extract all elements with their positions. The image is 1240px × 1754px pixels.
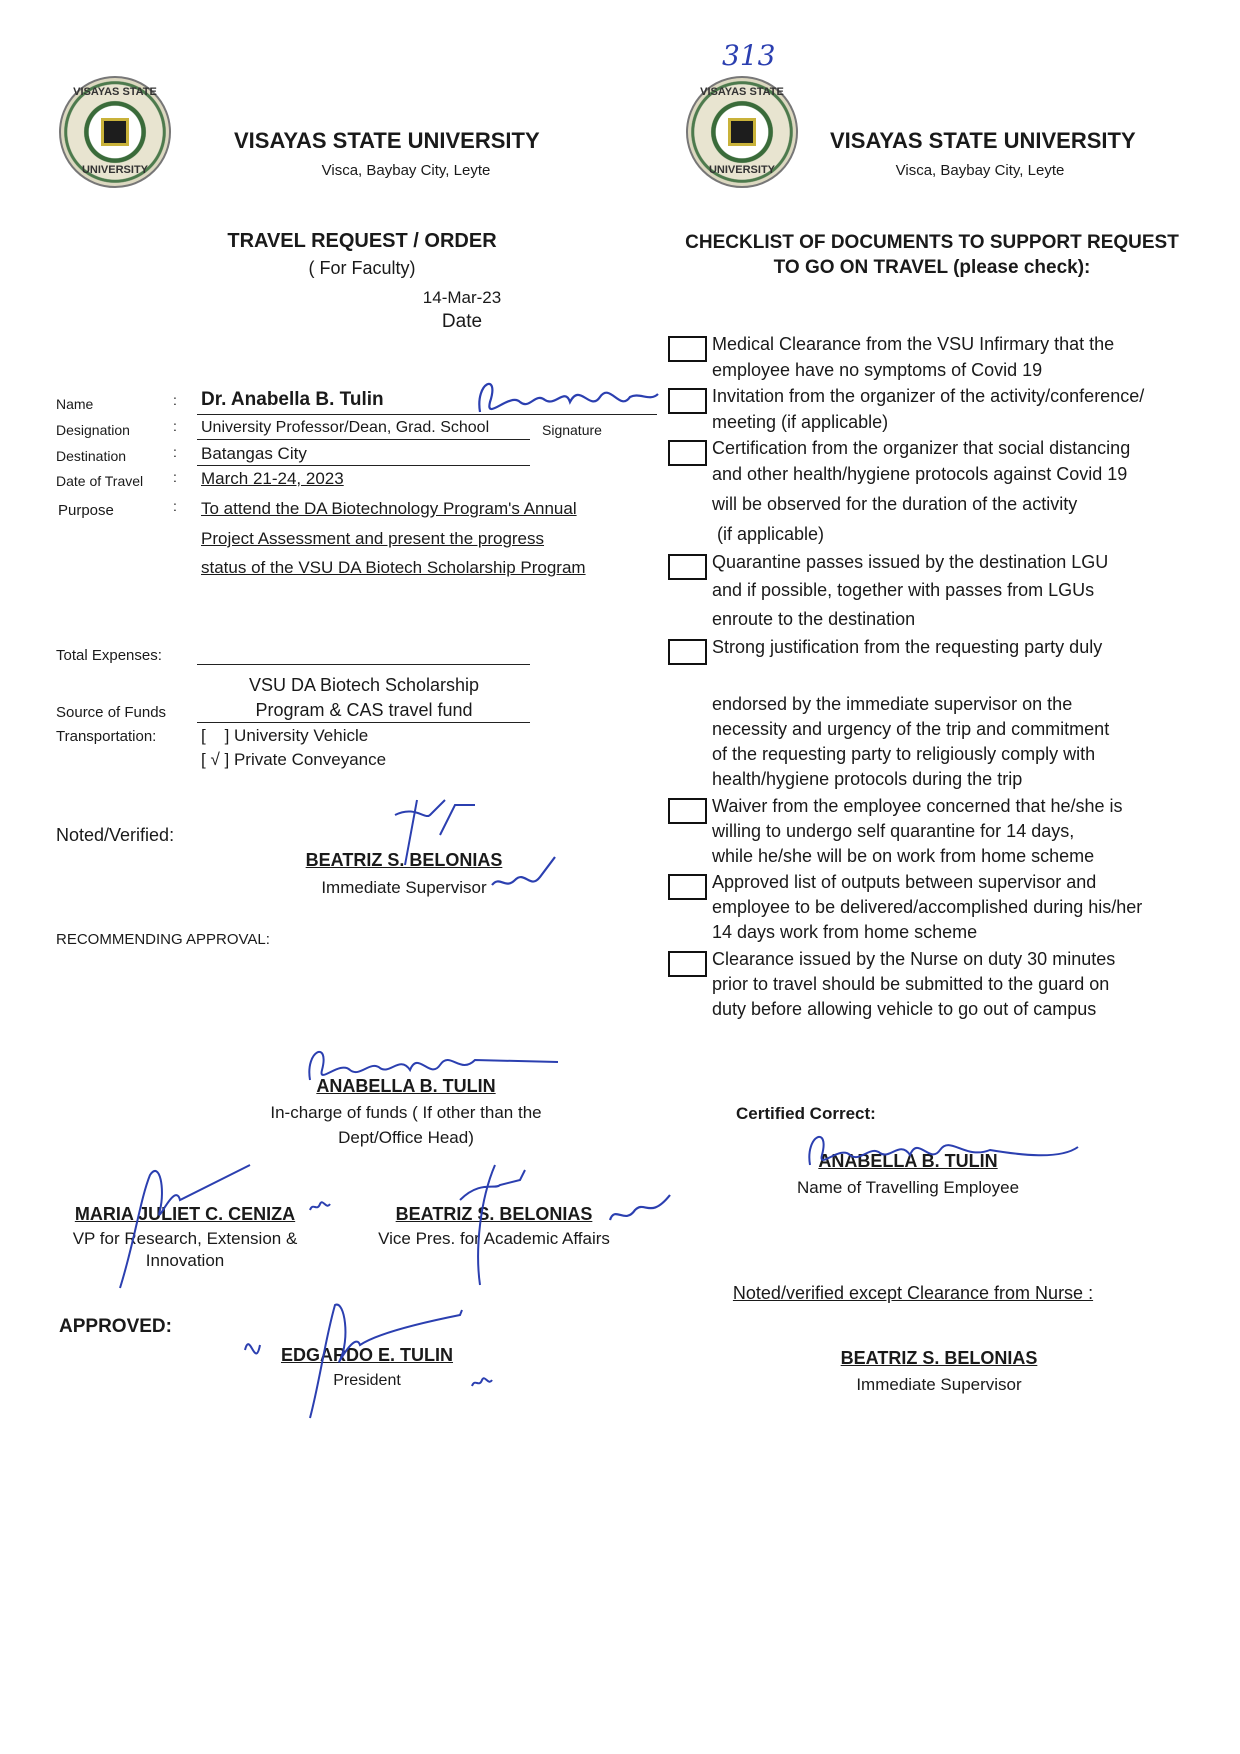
initials-supervisor: [490, 855, 560, 895]
travelling-employee-title: Name of Travelling Employee: [796, 1178, 1020, 1197]
checklist-checkbox[interactable]: [668, 639, 707, 665]
vp-research-name: MARIA JULIET C. CENIZA: [74, 1204, 296, 1224]
checklist-item-text: employee to be delivered/accomplished during his/her: [712, 897, 1143, 917]
recommending-approval-label: RECOMMENDING APPROVAL:: [56, 931, 270, 948]
purpose-line: Project Assessment and present the progress: [201, 529, 545, 548]
colon: :: [173, 444, 177, 460]
checklist-item-text: (if applicable): [712, 524, 825, 544]
name-value: Dr. Anabella B. Tulin: [201, 389, 384, 410]
checklist-item-text: endorsed by the immediate supervisor on the: [712, 694, 1073, 714]
university-name: VISAYAS STATE UNIVERSITY: [234, 128, 540, 153]
colon: :: [173, 418, 177, 434]
checklist-item-text: Strong justification from the requesting party duly: [712, 637, 1103, 657]
checklist-item-text: will be observed for the duration of the activity: [712, 494, 1078, 514]
checklist-checkbox[interactable]: [668, 798, 707, 824]
checklist-item-text: Clearance issued by the Nurse on duty 30 minutes: [712, 949, 1116, 969]
source-of-funds-value: Program & CAS travel fund: [255, 700, 473, 720]
president-title: President: [333, 1372, 401, 1389]
form-subtitle: ( For Faculty): [308, 258, 416, 278]
designation-label: Designation: [56, 422, 130, 438]
signature-president: [240, 1300, 480, 1420]
vp-academic-name: BEATRIZ S. BELONIAS: [395, 1204, 593, 1224]
seal-text: VISAYAS STATE: [73, 86, 157, 98]
certified-correct-label: Certified Correct:: [736, 1104, 876, 1123]
handwritten-number: 313: [722, 39, 776, 72]
seal-emblem: [101, 118, 129, 146]
noted-except-label: Noted/verified except Clearance from Nurse :: [732, 1283, 1094, 1303]
supervisor-title: Immediate Supervisor: [856, 1375, 1022, 1394]
source-of-funds-label: Source of Funds: [56, 704, 167, 721]
checklist-checkbox[interactable]: [668, 554, 707, 580]
total-expenses-label: Total Expenses:: [56, 647, 162, 664]
checklist-item-text: willing to undergo self quarantine for 14 days,: [712, 821, 1075, 841]
transportation-label: Transportation:: [56, 728, 157, 745]
checklist-title: TO GO ON TRAVEL (please check):: [773, 257, 1091, 278]
designation-value: University Professor/Dean, Grad. School: [201, 419, 490, 436]
checklist-checkbox[interactable]: [668, 388, 707, 414]
travelling-employee-name: ANABELLA B. TULIN: [818, 1151, 998, 1171]
university-seal-left: [59, 76, 171, 188]
checklist-item-text: duty before allowing vehicle to go out of campus: [712, 999, 1097, 1019]
vp-research-title: VP for Research, Extension &: [72, 1229, 298, 1248]
checklist-item-text: Invitation from the organizer of the activity/conference/: [712, 386, 1145, 406]
seal-text: VISAYAS STATE: [700, 86, 784, 98]
checklist-checkbox[interactable]: [668, 951, 707, 977]
university-seal-right: [686, 76, 798, 188]
university-address: Visca, Baybay City, Leyte: [321, 162, 491, 179]
supervisor-title: Immediate Supervisor: [321, 878, 487, 897]
checklist-item-text: enroute to the destination: [712, 609, 916, 629]
designation-underline: [197, 439, 530, 440]
purpose-line: status of the VSU DA Biotech Scholarship Program: [201, 558, 586, 577]
checklist-item-text: employee have no symptoms of Covid 19: [712, 360, 1043, 380]
checklist-item-text: of the requesting party to religiously comply with: [712, 744, 1096, 764]
checklist-item-text: necessity and urgency of the trip and commitment: [712, 719, 1110, 739]
date-of-travel-label: Date of Travel: [56, 473, 144, 489]
supervisor-name: BEATRIZ S. BELONIAS: [840, 1348, 1038, 1368]
approved-label: APPROVED:: [59, 1316, 172, 1337]
checklist-checkbox[interactable]: [668, 874, 707, 900]
checklist-item-text: while he/she will be on work from home scheme: [712, 846, 1095, 866]
signature-vp-academic: [440, 1160, 680, 1290]
checklist-checkbox[interactable]: [668, 440, 707, 466]
destination-label: Destination: [56, 448, 127, 464]
date-label: Date: [441, 311, 483, 332]
funds-incharge-title: In-charge of funds ( If other than the: [270, 1103, 542, 1122]
checklist-item-text: Quarantine passes issued by the destination LGU: [712, 552, 1109, 572]
seal-emblem: [728, 118, 756, 146]
checklist-item-text: Waiver from the employee concerned that he/she is: [712, 796, 1123, 816]
checklist-item-text: Approved list of outputs between supervisor and: [712, 872, 1097, 892]
seal-text: UNIVERSITY: [81, 164, 148, 176]
supervisor-name: BEATRIZ S. BELONIAS: [305, 850, 503, 870]
checklist-item-text: Certification from the organizer that social distancing: [712, 438, 1131, 458]
university-name: VISAYAS STATE UNIVERSITY: [830, 128, 1136, 153]
signature-vp-research: [105, 1160, 305, 1290]
total-expenses-underline: [197, 664, 530, 665]
vp-research-title: Innovation: [145, 1251, 225, 1270]
name-label: Name: [56, 396, 94, 412]
university-address: Visca, Baybay City, Leyte: [895, 162, 1065, 179]
signature-supervisor: [385, 795, 485, 865]
vp-academic-title: Vice Pres. for Academic Affairs: [378, 1229, 610, 1248]
form-date: 14-Mar-23: [422, 288, 502, 307]
funds-incharge-name: ANABELLA B. TULIN: [316, 1076, 496, 1096]
source-of-funds-value: VSU DA Biotech Scholarship: [248, 675, 480, 695]
checklist-title: CHECKLIST OF DOCUMENTS TO SUPPORT REQUEST: [685, 232, 1179, 253]
checklist-item-text: health/hygiene protocols during the trip: [712, 769, 1023, 789]
checklist-item-text: meeting (if applicable): [712, 412, 889, 432]
purpose-label: Purpose: [58, 502, 114, 519]
signature-applicant: [470, 372, 660, 432]
form-title: TRAVEL REQUEST / ORDER: [227, 230, 497, 252]
source-underline: [197, 722, 530, 723]
date-of-travel-value: March 21-24, 2023: [201, 469, 344, 488]
colon: :: [173, 498, 177, 514]
seal-text: UNIVERSITY: [708, 164, 775, 176]
colon: :: [173, 469, 177, 485]
signature-funds-incharge: [300, 1040, 560, 1090]
checklist-item-text: and if possible, together with passes from LGUs: [712, 580, 1095, 600]
noted-verified-label: Noted/Verified:: [56, 825, 175, 845]
destination-value: Batangas City: [201, 444, 307, 463]
checklist-item-text: prior to travel should be submitted to the guard on: [712, 974, 1110, 994]
transport-option-university-vehicle[interactable]: [ ] University Vehicle: [201, 726, 369, 745]
checklist-item-text: and other health/hygiene protocols against Covid 19: [712, 464, 1128, 484]
funds-incharge-title: Dept/Office Head): [338, 1128, 474, 1147]
president-name: EDGARDO E. TULIN: [280, 1345, 454, 1365]
colon: :: [173, 392, 177, 408]
destination-underline: [197, 465, 530, 466]
checklist-item-text: Medical Clearance from the VSU Infirmary that the: [712, 334, 1115, 354]
purpose-line: To attend the DA Biotechnology Program's Annual: [201, 499, 577, 518]
checklist-item-text: 14 days work from home scheme: [712, 922, 978, 942]
checklist-checkbox[interactable]: [668, 336, 707, 362]
signature-travelling-employee: [800, 1125, 1090, 1175]
transport-option-private-conveyance[interactable]: [ √ ] Private Conveyance: [201, 750, 387, 769]
signature-label: Signature: [542, 422, 602, 438]
